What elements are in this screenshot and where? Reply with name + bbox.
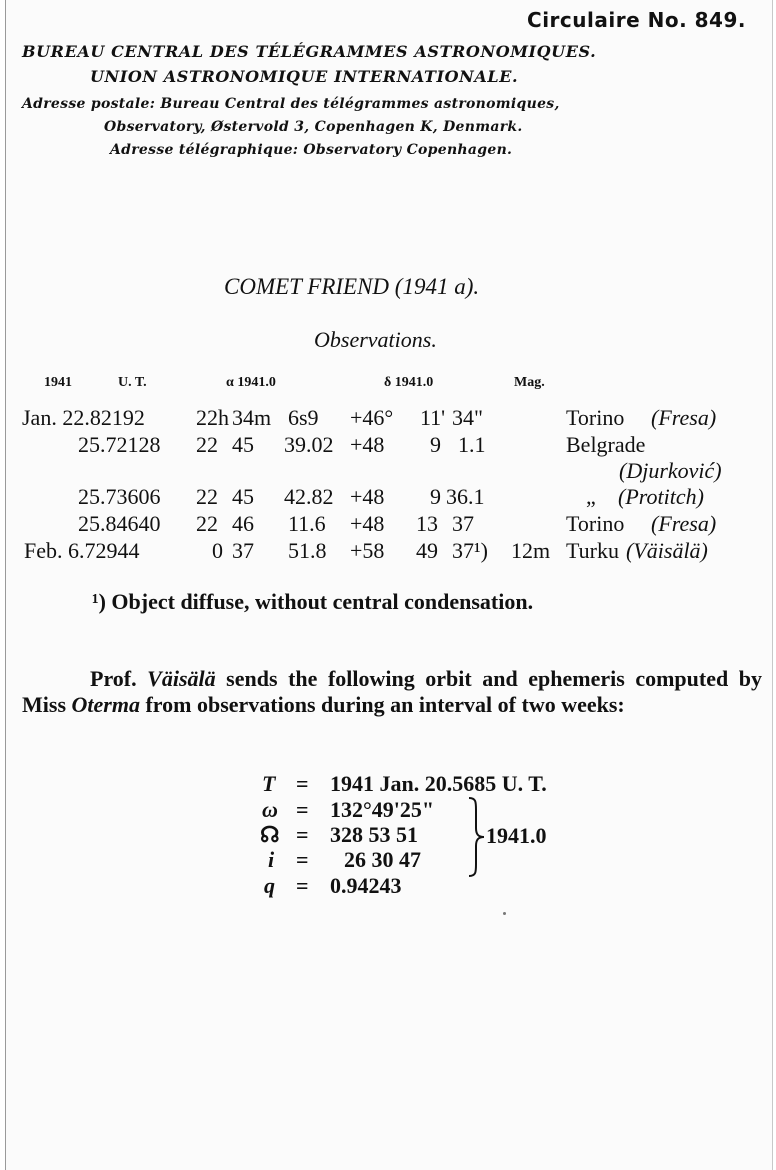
element-q-value: 0.94243 [330,873,402,898]
obs-date: 25.72128 [78,432,161,457]
obs-dec-m: 9 [430,484,441,509]
obs-ra-h: 0 [212,538,223,563]
obs-ra-s: 39.02 [284,432,334,457]
obs-date: Feb. 6.72944 [24,538,140,563]
obs-observatory: „ [586,484,596,509]
obs-dec-s: 36.1 [446,484,485,509]
element-T-value: 1941 Jan. 20.5685 U. T. [330,771,547,796]
element-i-symbol: i [268,847,275,872]
postal-address-1: Adresse postale: Bureau Central des télégrammes astronomiques, [22,96,560,112]
paragraph-text: sends the following orbit and ephemeris computed by Miss [22,666,762,717]
obs-observatory: Turku [566,538,619,563]
obs-dec-d: +48 [350,511,385,536]
obs-dec-m: 49 [416,538,438,563]
bureau-name: BUREAU CENTRAL DES TÉLÉGRAMMES ASTRONOMIQUES. [22,42,597,61]
element-i-value: 26 30 47 [344,847,421,872]
element-q-eq: = [296,873,309,898]
col-delta: δ 1941.0 [384,375,434,390]
col-mag: Mag. [514,375,545,390]
postal-address-2: Observatory, Østervold 3, Copenhagen K, Denmark. [104,119,523,135]
obs-dec-m: 11' [420,405,446,430]
obs-date: Jan. 22.82192 [22,405,145,430]
obs-dec-s: 1.1 [458,432,486,457]
circular-page [5,0,773,1170]
comet-title: COMET FRIEND (1941 a). [224,274,480,299]
obs-ra-h: 22 [196,484,218,509]
obs-dec-d: +48 [350,432,385,457]
equinox-label: 1941.0 [486,823,547,848]
obs-ra-s: 51.8 [288,538,327,563]
obs-observatory: Torino [566,405,625,430]
circular-number: Circulaire No. 849. [527,8,746,32]
obs-ra-m: 37 [232,538,254,563]
obs-dec-m: 13 [416,511,438,536]
obs-ra-m: 34m [232,405,272,430]
element-omega-symbol: ω [262,797,278,822]
obs-observatory: Torino [566,511,625,536]
element-T-eq: = [296,771,309,796]
obs-dec-s: 37 [452,511,474,536]
curly-brace [466,796,486,878]
obs-ra-h: 22 [196,511,218,536]
col-ut: U. T. [118,375,147,390]
element-node-value: 328 53 51 [330,822,418,847]
paragraph-text: from observations during an interval of two weeks: [139,692,625,717]
obs-dec-s: 34" [452,405,483,430]
observations-heading: Observations. [314,327,437,352]
obs-observatory: Belgrade [566,432,646,457]
obs-mag: 12m [511,538,551,563]
obs-dec-s: 37¹) [452,538,488,563]
obs-dec-d: +46° [350,405,394,430]
paragraph-text: Prof. [90,666,148,691]
element-omega-eq: = [296,797,309,822]
observer-name: Väisälä [147,666,216,691]
obs-ra-m: 46 [232,511,254,536]
element-i-eq: = [296,847,309,872]
obs-ra-s: 42.82 [284,484,334,509]
obs-observer: (Protitch) [618,484,704,509]
telegraphic-address: Adresse télégraphique: Observatory Copenhagen. [110,142,513,158]
obs-dec-d: +48 [350,484,385,509]
obs-dec-m: 9 [430,432,441,457]
element-q-symbol: q [264,873,275,898]
obs-ra-s: 11.6 [288,511,326,536]
obs-ra-h: 22h [196,405,229,430]
orbit-paragraph [22,666,762,718]
union-name: UNION ASTRONOMIQUE INTERNATIONALE. [90,67,519,86]
element-node-eq: = [296,822,309,847]
computer-name: Oterma [71,692,140,717]
obs-observer: (Djurković) [619,458,722,483]
obs-ra-h: 22 [196,432,218,457]
speck [503,912,506,915]
obs-observer: (Fresa) [651,405,717,430]
obs-ra-m: 45 [232,432,254,457]
footnote: ¹) Object diffuse, without central condensation. [92,589,534,614]
obs-observer: (Fresa) [651,511,717,536]
obs-dec-d: +58 [350,538,385,563]
obs-date: 25.84640 [78,511,161,536]
element-node-symbol: ☊ [260,822,280,847]
obs-date: 25.73606 [78,484,161,509]
col-year: 1941 [44,375,72,390]
obs-ra-m: 45 [232,484,254,509]
col-alpha: α 1941.0 [226,375,276,390]
element-T-symbol: T [262,771,276,796]
obs-observer: (Väisälä) [626,538,708,563]
obs-ra-s: 6s9 [288,405,319,430]
element-omega-value: 132°49'25" [330,797,435,822]
